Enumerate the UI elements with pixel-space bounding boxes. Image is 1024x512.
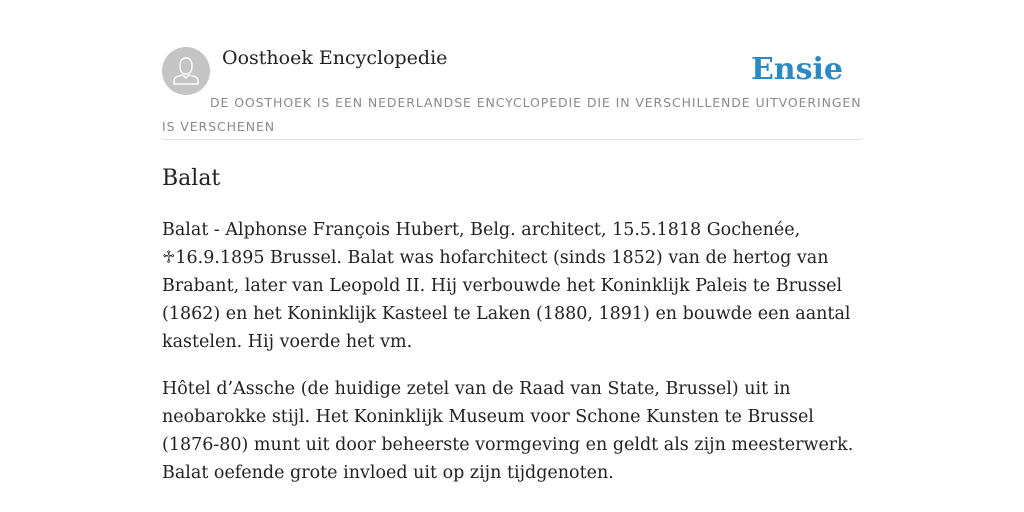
- site-name[interactable]: Oosthoek Encyclopedie: [222, 47, 448, 69]
- brand-logo[interactable]: Ensie: [750, 52, 843, 87]
- page-header: [162, 46, 862, 140]
- avatar[interactable]: [162, 47, 210, 95]
- article-body: [162, 216, 862, 506]
- site-tagline: DE OOSTHOEK IS EEN NEDERLANDSE ENCYCLOPEDIE DIE IN VERSCHILLENDE UITVOERINGEN IS VERSCHENEN: [162, 95, 862, 134]
- article-paragraph: Hôtel d’Assche (de huidige zetel van de Raad van State, Brussel) uit in neobarokke stijl. Het Koninklijk Museum voor Schone Kunsten te Brussel (1876-80) munt uit door beheerste vormgeving en geldt als zijn meesterwerk. Balat oefende grote invloed uit op zijn tijdgenoten.: [162, 379, 854, 483]
- article-title: Balat: [162, 166, 221, 191]
- user-icon: [162, 47, 210, 95]
- article-paragraph: Balat - Alphonse François Hubert, Belg. architect, 15.5.1818 Gochenée, ♱16.9.1895 Brussel. Balat was hofarchitect (sinds 1852) van de hertog van Brabant, later van Leopold II. Hij verbouwde het Koninklijk Paleis te Brussel (1862) en het Koninklijk Kasteel te Laken (1880, 1891) en bouwde een aantal kastelen. Hij voerde het vm.: [162, 220, 851, 352]
